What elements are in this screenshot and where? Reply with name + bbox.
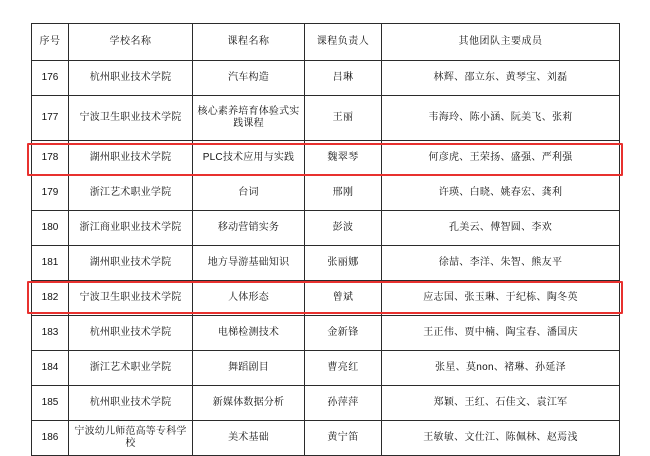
table-row: [32, 211, 620, 246]
course-table-container: [31, 23, 619, 456]
cell-school: 杭州职业技术学院: [69, 316, 193, 351]
cell-no: 176: [32, 61, 69, 96]
cell-members: 应志国、张玉琳、于纪栋、陶冬英: [382, 281, 620, 316]
cell-school: 杭州职业技术学院: [69, 386, 193, 421]
cell-members: 张星、莫non、褚琳、孙延泽: [382, 351, 620, 386]
cell-course: 人体形态: [193, 281, 305, 316]
cell-no: 181: [32, 246, 69, 281]
table-row: [32, 421, 620, 456]
column-header-school: 学校名称: [69, 24, 193, 61]
cell-members: 许瑛、白晓、姚春宏、龚利: [382, 176, 620, 211]
cell-course: 舞蹈剧目: [193, 351, 305, 386]
table-row: [32, 141, 620, 176]
cell-members: 林辉、邵立东、黄琴宝、刘磊: [382, 61, 620, 96]
cell-school: 宁波卫生职业技术学院: [69, 281, 193, 316]
cell-leader: 黄宁笛: [305, 421, 382, 456]
table-row: [32, 386, 620, 421]
cell-members: 孔美云、傅智圆、李欢: [382, 211, 620, 246]
column-header-no: 序号: [32, 24, 69, 61]
cell-school: 宁波卫生职业技术学院: [69, 96, 193, 141]
cell-leader: 邢刚: [305, 176, 382, 211]
cell-leader: 魏翠琴: [305, 141, 382, 176]
cell-leader: 曹亮红: [305, 351, 382, 386]
cell-no: 179: [32, 176, 69, 211]
table-row: [32, 316, 620, 351]
cell-leader: 金新锋: [305, 316, 382, 351]
table-row: [32, 281, 620, 316]
table-row: [32, 246, 620, 281]
cell-no: 180: [32, 211, 69, 246]
cell-school: 杭州职业技术学院: [69, 61, 193, 96]
table-header: [32, 24, 620, 61]
cell-leader: 孙萍萍: [305, 386, 382, 421]
cell-course: PLC技术应用与实践: [193, 141, 305, 176]
course-table: [31, 23, 620, 456]
cell-members: 郑颖、王红、石佳文、袁江军: [382, 386, 620, 421]
table-body: [32, 61, 620, 456]
cell-members: 何彦虎、王荣扬、盛强、严利强: [382, 141, 620, 176]
cell-no: 185: [32, 386, 69, 421]
table-header-row: [32, 24, 620, 61]
cell-course: 美术基础: [193, 421, 305, 456]
cell-members: 王正伟、贾中楠、陶宝春、潘国庆: [382, 316, 620, 351]
cell-no: 177: [32, 96, 69, 141]
column-header-course: 课程名称: [193, 24, 305, 61]
cell-no: 182: [32, 281, 69, 316]
cell-leader: 吕琳: [305, 61, 382, 96]
cell-course: 电梯检测技术: [193, 316, 305, 351]
table-row: [32, 61, 620, 96]
cell-school: 浙江商业职业技术学院: [69, 211, 193, 246]
cell-course: 新媒体数据分析: [193, 386, 305, 421]
cell-course: 移动营销实务: [193, 211, 305, 246]
column-header-members: 其他团队主要成员: [382, 24, 620, 61]
cell-leader: 张丽娜: [305, 246, 382, 281]
column-header-leader: 课程负责人: [305, 24, 382, 61]
table-row-highlighted: [32, 351, 620, 386]
cell-school: 湖州职业技术学院: [69, 246, 193, 281]
table-row: [32, 96, 620, 141]
cell-no: 184: [32, 351, 69, 386]
cell-course: 汽车构造: [193, 61, 305, 96]
cell-leader: 曾斌: [305, 281, 382, 316]
cell-no: 183: [32, 316, 69, 351]
cell-course: 地方导游基础知识: [193, 246, 305, 281]
cell-members: 韦海玲、陈小涵、阮美飞、张莉: [382, 96, 620, 141]
cell-no: 186: [32, 421, 69, 456]
cell-school: 浙江艺术职业学院: [69, 176, 193, 211]
cell-no: 178: [32, 141, 69, 176]
cell-school: 宁波幼儿师范高等专科学校: [69, 421, 193, 456]
cell-leader: 王丽: [305, 96, 382, 141]
table-row-highlighted: [32, 176, 620, 211]
cell-members: 徐喆、李洋、朱智、熊友平: [382, 246, 620, 281]
cell-school: 湖州职业技术学院: [69, 141, 193, 176]
cell-course: 核心素养培育体验式实践课程: [193, 96, 305, 141]
cell-school: 浙江艺术职业学院: [69, 351, 193, 386]
cell-leader: 彭波: [305, 211, 382, 246]
cell-course: 台词: [193, 176, 305, 211]
cell-members: 王敏敏、文仕江、陈佩林、赵焉浅: [382, 421, 620, 456]
